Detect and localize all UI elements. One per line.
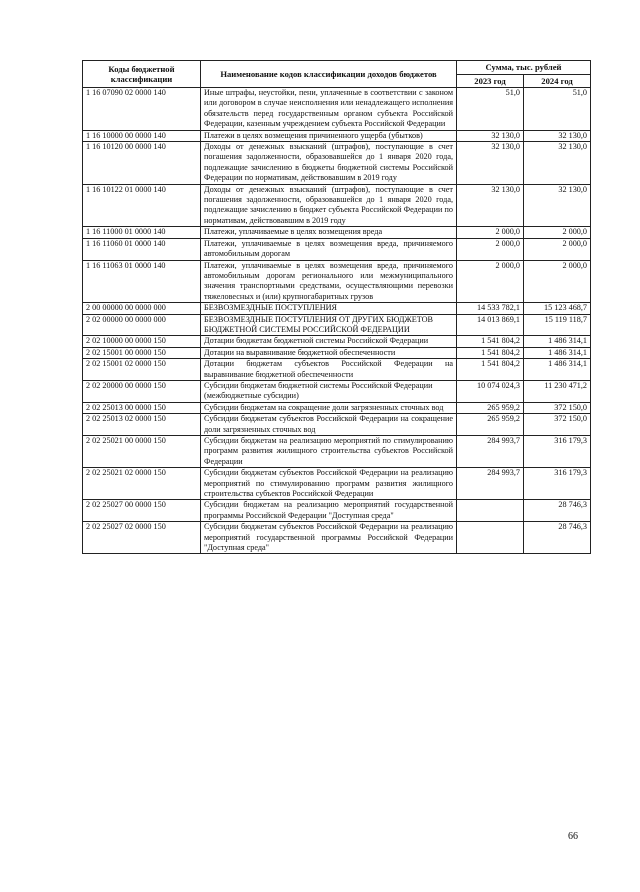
row-name: Платежи, уплачиваемые в целях возмещения вреда, причиняемого автомобильным дорогам регионального или межмуниципального значения транспортными средствами, осуществляющими перевозки тяжеловесных и (или) крупногабаритных грузов bbox=[201, 260, 457, 303]
row-name: Иные штрафы, неустойки, пени, уплаченные в соответствии с законом или договором в случае неисполнения или ненадлежащего исполнения обязательств перед государственным органом субъекта Российской Федерации, казенным учреждением субъекта Российской Федерации bbox=[201, 88, 457, 131]
row-value-2024: 372 150,0 bbox=[524, 414, 591, 436]
row-code: 2 00 00000 00 0000 000 bbox=[83, 303, 201, 314]
row-value-2023: 14 013 869,1 bbox=[457, 314, 524, 336]
row-code: 2 02 25013 02 0000 150 bbox=[83, 414, 201, 436]
row-value-2024: 1 486 314,1 bbox=[524, 347, 591, 358]
table-row bbox=[83, 88, 591, 131]
row-value-2023: 10 074 024,3 bbox=[457, 380, 524, 402]
row-value-2023: 1 541 804,2 bbox=[457, 336, 524, 347]
row-value-2023: 265 959,2 bbox=[457, 402, 524, 413]
row-value-2024: 2 000,0 bbox=[524, 238, 591, 260]
table-row bbox=[83, 468, 591, 500]
row-value-2023: 51,0 bbox=[457, 88, 524, 131]
row-name: Субсидии бюджетам субъектов Российской Федерации на сокращение доли загрязненных сточных вод bbox=[201, 414, 457, 436]
row-value-2023: 2 000,0 bbox=[457, 227, 524, 238]
row-code: 2 02 25027 00 0000 150 bbox=[83, 500, 201, 522]
table-row bbox=[83, 336, 591, 347]
budget-table bbox=[82, 60, 591, 554]
row-value-2024: 2 000,0 bbox=[524, 260, 591, 303]
table-row bbox=[83, 436, 591, 468]
row-code: 2 02 15001 00 0000 150 bbox=[83, 347, 201, 358]
row-code: 1 16 10122 01 0000 140 bbox=[83, 184, 201, 227]
row-value-2024: 28 746,3 bbox=[524, 500, 591, 522]
row-name: Субсидии бюджетам бюджетной системы Российской Федерации (межбюджетные субсидии) bbox=[201, 380, 457, 402]
row-code: 2 02 15001 02 0000 150 bbox=[83, 359, 201, 381]
row-name: Дотации бюджетам субъектов Российской Федерации на выравнивание бюджетной обеспеченности bbox=[201, 359, 457, 381]
row-value-2023 bbox=[457, 500, 524, 522]
row-name: БЕЗВОЗМЕЗДНЫЕ ПОСТУПЛЕНИЯ ОТ ДРУГИХ БЮДЖЕТОВ БЮДЖЕТНОЙ СИСТЕМЫ РОССИЙСКОЙ ФЕДЕРАЦИИ bbox=[201, 314, 457, 336]
table-row bbox=[83, 402, 591, 413]
row-value-2024: 1 486 314,1 bbox=[524, 359, 591, 381]
table-row bbox=[83, 260, 591, 303]
row-name: Субсидии бюджетам субъектов Российской Федерации на реализацию мероприятий по стимулированию программ развития жилищного строительства субъектов Российской Федерации bbox=[201, 468, 457, 500]
row-code: 2 02 20000 00 0000 150 bbox=[83, 380, 201, 402]
row-name: Субсидии бюджетам на реализацию мероприятий государственной программы Российской Федерации "Доступная среда" bbox=[201, 500, 457, 522]
row-value-2024: 2 000,0 bbox=[524, 227, 591, 238]
row-value-2023: 1 541 804,2 bbox=[457, 359, 524, 381]
row-name: Субсидии бюджетам субъектов Российской Федерации на реализацию мероприятий государственной программы Российской Федерации "Доступная среда" bbox=[201, 522, 457, 554]
header-name: Наименование кодов классификации доходов бюджетов bbox=[201, 61, 457, 88]
header-year-2024: 2024 год bbox=[524, 75, 591, 88]
table-header-row bbox=[83, 61, 591, 75]
row-code: 1 16 10120 00 0000 140 bbox=[83, 142, 201, 185]
row-code: 2 02 25021 02 0000 150 bbox=[83, 468, 201, 500]
table-row bbox=[83, 347, 591, 358]
row-code: 2 02 10000 00 0000 150 bbox=[83, 336, 201, 347]
row-value-2023: 284 993,7 bbox=[457, 468, 524, 500]
row-value-2024: 316 179,3 bbox=[524, 468, 591, 500]
row-code: 2 02 25027 02 0000 150 bbox=[83, 522, 201, 554]
header-sum: Сумма, тыс. рублей bbox=[457, 61, 591, 75]
table-row bbox=[83, 380, 591, 402]
table-row bbox=[83, 184, 591, 227]
row-value-2024: 15 119 118,7 bbox=[524, 314, 591, 336]
row-value-2023: 265 959,2 bbox=[457, 414, 524, 436]
row-code: 1 16 11063 01 0000 140 bbox=[83, 260, 201, 303]
row-code: 2 02 00000 00 0000 000 bbox=[83, 314, 201, 336]
row-code: 1 16 11060 01 0000 140 bbox=[83, 238, 201, 260]
row-value-2024: 32 130,0 bbox=[524, 142, 591, 185]
row-value-2024: 32 130,0 bbox=[524, 184, 591, 227]
table-body bbox=[83, 88, 591, 554]
table-row bbox=[83, 303, 591, 314]
row-name: Доходы от денежных взысканий (штрафов), поступающие в счет погашения задолженности, образовавшейся до 1 января 2020 года, подлежащие зачислению в бюджет субъекта Российской Федерации по нормативам, действовавшим в 2019 году bbox=[201, 184, 457, 227]
row-name: Дотации на выравнивание бюджетной обеспеченности bbox=[201, 347, 457, 358]
table-row bbox=[83, 314, 591, 336]
table-row bbox=[83, 522, 591, 554]
row-value-2024: 316 179,3 bbox=[524, 436, 591, 468]
table-row bbox=[83, 414, 591, 436]
row-code: 2 02 25021 00 0000 150 bbox=[83, 436, 201, 468]
row-name: БЕЗВОЗМЕЗДНЫЕ ПОСТУПЛЕНИЯ bbox=[201, 303, 457, 314]
row-value-2024: 372 150,0 bbox=[524, 402, 591, 413]
row-value-2023: 32 130,0 bbox=[457, 142, 524, 185]
row-value-2024: 32 130,0 bbox=[524, 130, 591, 141]
header-year-2023: 2023 год bbox=[457, 75, 524, 88]
row-code: 1 16 11000 01 0000 140 bbox=[83, 227, 201, 238]
table-row bbox=[83, 500, 591, 522]
row-name: Субсидии бюджетам на реализацию мероприятий по стимулированию программ развития жилищного строительства субъектов Российской Федерации bbox=[201, 436, 457, 468]
row-value-2023: 32 130,0 bbox=[457, 130, 524, 141]
row-value-2023: 2 000,0 bbox=[457, 260, 524, 303]
row-name: Дотации бюджетам бюджетной системы Российской Федерации bbox=[201, 336, 457, 347]
row-value-2024: 51,0 bbox=[524, 88, 591, 131]
row-value-2024: 11 230 471,2 bbox=[524, 380, 591, 402]
row-value-2024: 28 746,3 bbox=[524, 522, 591, 554]
row-value-2023: 32 130,0 bbox=[457, 184, 524, 227]
row-code: 1 16 10000 00 0000 140 bbox=[83, 130, 201, 141]
row-value-2024: 15 123 468,7 bbox=[524, 303, 591, 314]
row-name: Платежи, уплачиваемые в целях возмещения вреда, причиняемого автомобильным дорогам bbox=[201, 238, 457, 260]
row-value-2023: 284 993,7 bbox=[457, 436, 524, 468]
row-name: Субсидии бюджетам на сокращение доли загрязненных сточных вод bbox=[201, 402, 457, 413]
row-name: Доходы от денежных взысканий (штрафов), поступающие в счет погашения задолженности, образовавшейся до 1 января 2020 года, подлежащие зачислению в бюджеты бюджетной системы Российской Федерации по нормативам, действовавшим в 2019 году bbox=[201, 142, 457, 185]
row-code: 1 16 07090 02 0000 140 bbox=[83, 88, 201, 131]
row-value-2023: 14 533 782,1 bbox=[457, 303, 524, 314]
row-value-2023: 2 000,0 bbox=[457, 238, 524, 260]
row-code: 2 02 25013 00 0000 150 bbox=[83, 402, 201, 413]
row-name: Платежи в целях возмещения причиненного ущерба (убытков) bbox=[201, 130, 457, 141]
row-value-2023: 1 541 804,2 bbox=[457, 347, 524, 358]
row-value-2024: 1 486 314,1 bbox=[524, 336, 591, 347]
table-row bbox=[83, 227, 591, 238]
table-row bbox=[83, 238, 591, 260]
row-name: Платежи, уплачиваемые в целях возмещения вреда bbox=[201, 227, 457, 238]
page-number: 66 bbox=[568, 831, 578, 842]
table-row bbox=[83, 359, 591, 381]
table-row bbox=[83, 130, 591, 141]
header-codes: Коды бюджетной классификации bbox=[83, 61, 201, 88]
table-row bbox=[83, 142, 591, 185]
row-value-2023 bbox=[457, 522, 524, 554]
